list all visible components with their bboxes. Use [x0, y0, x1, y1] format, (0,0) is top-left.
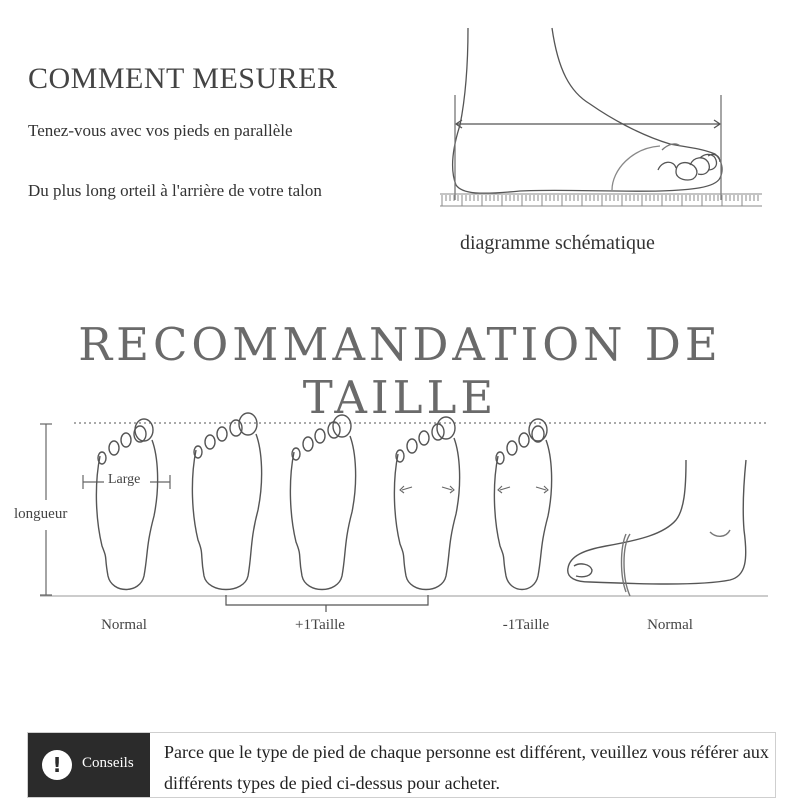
- label-plus-one-size: +1Taille: [295, 617, 345, 633]
- size-recommendation-title: RECOMMANDATION DE TAILLE: [78, 318, 722, 424]
- foot-outline: [192, 413, 261, 590]
- instruction-toe-to-heel: Du plus long orteil à l'arrière de votre talon: [28, 181, 322, 200]
- toe-shape: [217, 427, 227, 441]
- foot-outlines: [96, 413, 551, 590]
- foot-outline: [494, 419, 551, 590]
- side-view-foot: [568, 460, 746, 596]
- plus-size-bracket: [226, 595, 428, 612]
- toe-shape: [109, 441, 119, 455]
- toe-shape: [519, 433, 529, 447]
- foot-outline: [96, 419, 157, 590]
- tips-title: Conseils: [82, 755, 134, 771]
- toe-shape: [205, 435, 215, 449]
- measuring-diagram: [453, 28, 723, 200]
- label-minus-one-size: -1Taille: [502, 617, 550, 633]
- toe-shape: [303, 437, 313, 451]
- tips-badge: [28, 733, 150, 797]
- exclamation-icon: !: [42, 750, 72, 780]
- label-normal-first: Normal: [101, 617, 147, 633]
- ruler: [440, 194, 762, 206]
- narrow-arrows: [400, 486, 548, 493]
- toe-shape: [507, 441, 517, 455]
- tips-text: Parce que le type de pied de chaque personne est différent, veuillez vous référer aux différents types de pied ci-dessus pour acheter.: [164, 742, 769, 793]
- label-normal-second: Normal: [647, 617, 693, 633]
- toe-shape: [419, 431, 429, 445]
- foot-outline: [394, 417, 459, 590]
- foot-outline: [290, 415, 355, 590]
- measure-title: COMMENT MESURER: [28, 62, 338, 95]
- instruction-parallel: Tenez-vous avec vos pieds en parallèle: [28, 121, 293, 140]
- diagram-caption: diagramme schématique: [460, 232, 655, 254]
- tips-box: [27, 732, 776, 798]
- width-label: Large: [108, 472, 141, 487]
- toe-shape: [315, 429, 325, 443]
- toe-shape: [407, 439, 417, 453]
- toe-shape: [121, 433, 131, 447]
- length-label: longueur: [14, 506, 68, 522]
